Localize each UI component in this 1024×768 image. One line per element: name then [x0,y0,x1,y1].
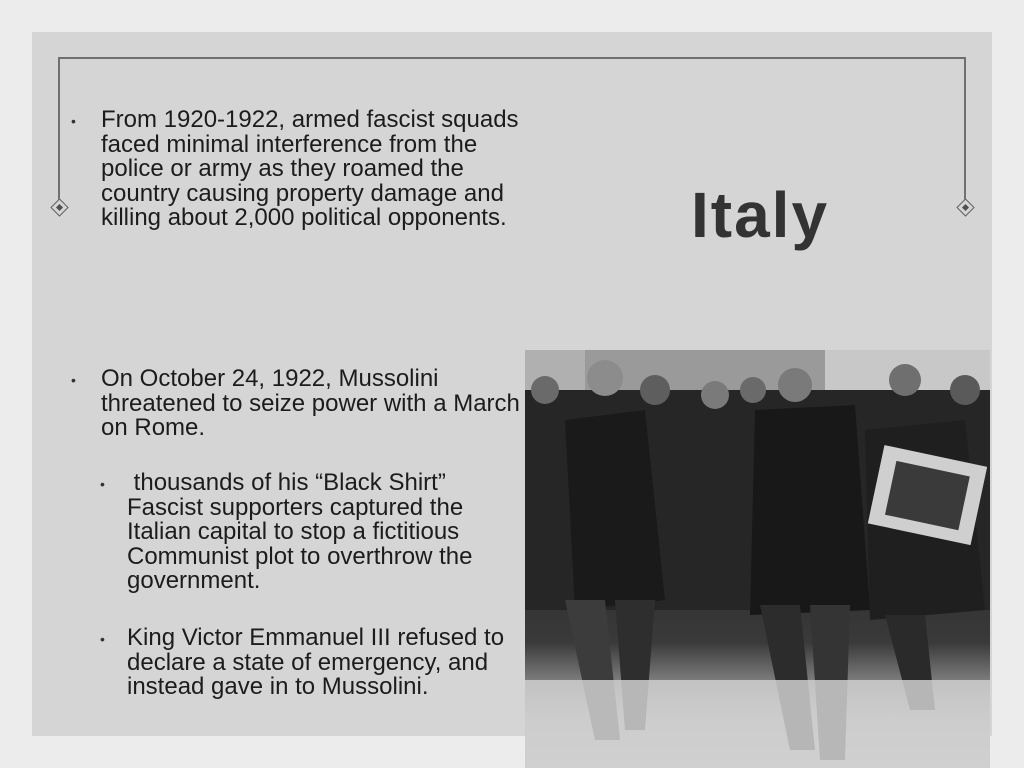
bullet-text: King Victor Emmanuel III refused to declare a state of emergency, and instead gave in to Mussolini. [127,624,505,700]
sub-bullet-item [100,469,527,594]
frame-top-line [58,57,966,59]
frame-left-line [58,57,60,205]
slide-title: Italy [690,179,830,251]
bullet-text: thousands of his “Black Shirt” Fascist supporters captured the Italian capital to stop a fictitious Communist plot to overthrow the government. [127,469,480,594]
sub-bullet-item [100,624,527,700]
bullet-item [71,365,531,441]
bullet-text: From 1920-1922, armed fascist squads faced minimal interference from the police or army as they roamed the country causing property damage and killing about 2,000 political opponents. [101,106,519,231]
bullet-dot-icon: • [100,476,105,492]
march-on-rome-photo [525,350,990,768]
bullet-dot-icon: • [71,113,76,129]
bullet-dot-icon: • [71,372,76,388]
frame-right-line [964,57,966,205]
photo-illustration [525,350,990,768]
bullet-dot-icon: • [100,631,105,647]
bullet-item [71,106,521,231]
bullet-text: On October 24, 1922, Mussolini threatened to seize power with a March on Rome. [101,365,520,441]
